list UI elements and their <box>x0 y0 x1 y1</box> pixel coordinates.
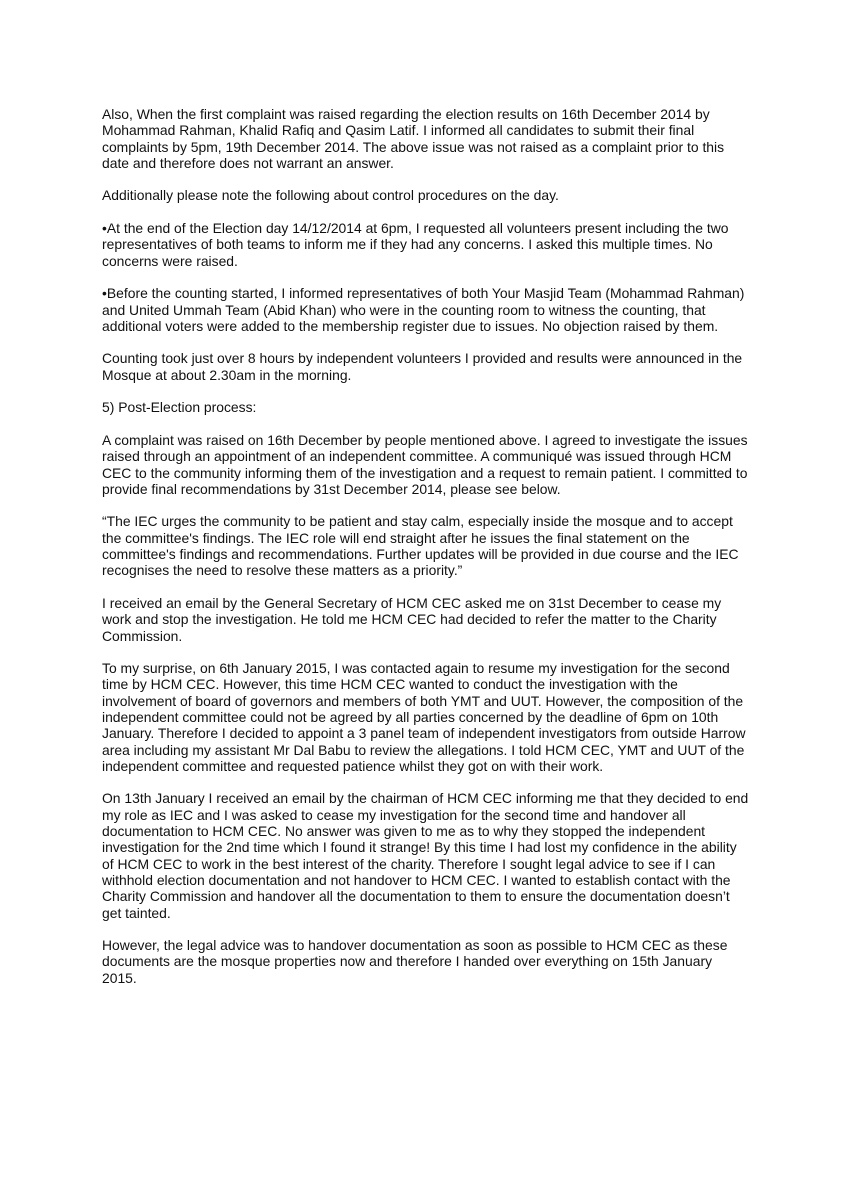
paragraph-control-procedures-intro: Additionally please note the following about control procedures on the day. <box>102 187 559 204</box>
paragraph-resume-investigation: To my surprise, on 6th January 2015, I was contacted again to resume my investigation for the second time by HCM CEC. However, this time HCM CEC wanted to conduct the investigation with the involvement of board of governors and members of both YMT and UUT. However, the composition of the independent committee could not be agreed by all parties concerned by the deadline of 6pm on 10th January. Therefore I decided to appoint a 3 panel team of independent investigators from outside Harrow area including my assistant Mr Dal Babu to review the allegations. I told HCM CEC, YMT and UUT of the independent committee and requested patience whilst they got on with their work. <box>102 660 746 774</box>
paragraph-election-day-concerns: •At the end of the Election day 14/12/2014 at 6pm, I requested all volunteers present including the two representatives of both teams to inform me if they had any concerns. I asked this multiple times. No concerns were raised. <box>102 220 729 269</box>
paragraph-complaint-deadline: Also, When the first complaint was raised regarding the election results on 16th December 2014 by Mohammad Rahman, Khalid Rafiq and Qasim Latif. I informed all candidates to submit their final complaints by 5pm, 19th December 2014. The above issue was not raised as a complaint prior to this date and therefore does not warrant an answer. <box>102 106 725 171</box>
section-heading-post-election: 5) Post-Election process: <box>102 399 257 416</box>
paragraph-counting-duration: Counting took just over 8 hours by independent volunteers I provided and results were announced in the Mosque at about 2.30am in the morning. <box>102 350 743 383</box>
document-page <box>102 106 750 1002</box>
paragraph-role-ended: On 13th January I received an email by the chairman of HCM CEC informing me that they decided to end my role as IEC and I was asked to cease my investigation for the second time and handover all documentation to HCM CEC. No answer was given to me as to why they stopped the independent investigation for the 2nd time which I found it strange! By this time I had lost my confidence in the ability of HCM CEC to work in the best interest of the charity. Therefore I sought legal advice to see if I can withhold election documentation and not handover to HCM CEC. I wanted to establish contact with the Charity Commission and handover all the documentation to them to ensure the documentation doesn’t get tainted. <box>102 790 749 921</box>
paragraph-legal-advice: However, the legal advice was to handover documentation as soon as possible to HCM CEC as these documents are the mosque properties now and therefore I handed over everything on 15th January 2015. <box>102 937 728 986</box>
paragraph-counting-representatives: •Before the counting started, I informed representatives of both Your Masjid Team (Mohammad Rahman) and United Ummah Team (Abid Khan) who were in the counting room to witness the counting, that additional voters were added to the membership register due to issues. No objection raised by them. <box>102 285 745 334</box>
paragraph-iec-quote: “The IEC urges the community to be patient and stay calm, especially inside the mosque and to accept the committee's findings. The IEC role will end straight after he issues the final statement on the committee's findings and recommendations. Further updates will be provided in due course and the IEC recognises the need to resolve these matters as a priority.” <box>102 513 739 579</box>
paragraph-complaint-investigation: A complaint was raised on 16th December by people mentioned above. I agreed to investigate the issues raised through an appointment of an independent committee. A communiqué was issued through HCM CEC to the community informing them of the investigation and a request to remain patient. I committed to provide final recommendations by 31st December 2014, please see below. <box>102 431 748 497</box>
paragraph-cease-investigation: I received an email by the General Secretary of HCM CEC asked me on 31st December to cease my work and stop the investigation. He told me HCM CEC had decided to refer the matter to the Charity Commission. <box>102 594 722 644</box>
